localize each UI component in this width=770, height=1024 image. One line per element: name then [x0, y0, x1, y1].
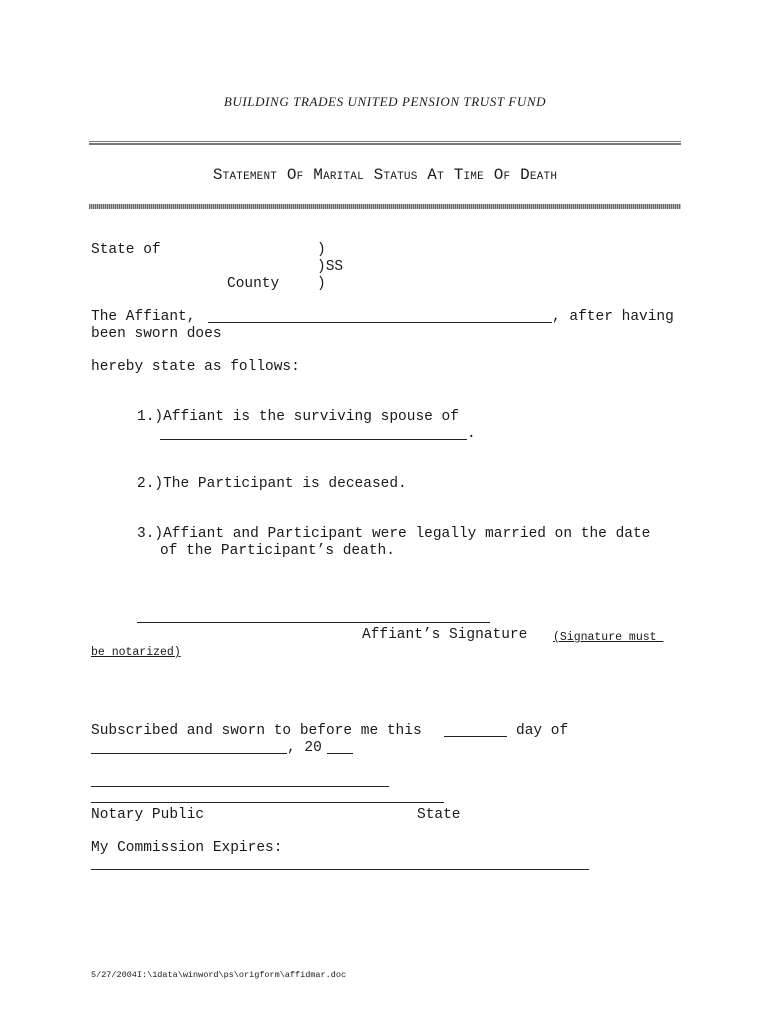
fund-name: BUILDING TRADES UNITED PENSION TRUST FUND	[223, 94, 547, 109]
state-of-label: State of	[91, 242, 161, 258]
spouse-name-field[interactable]	[160, 439, 467, 440]
notary-public-label: Notary Public	[91, 807, 205, 823]
notary-state-line[interactable]	[91, 802, 444, 803]
commission-expires-field[interactable]	[91, 869, 589, 870]
statement-2: 2.)The Participant is deceased.	[137, 476, 407, 492]
county-label: County	[227, 276, 280, 292]
venue-paren-1: )	[317, 242, 326, 258]
statement-1-period: .	[467, 426, 476, 442]
notarize-note-part-2: be notarized)	[91, 646, 181, 659]
commission-expires-label: My Commission Expires:	[91, 840, 283, 856]
notary-state-label: State	[417, 807, 461, 823]
form-title: Statement Of Marital Status At Time Of Death	[212, 166, 558, 184]
ss-label: )SS	[317, 259, 344, 275]
statement-3-line-1: 3.)Affiant and Participant were legally married on the date	[137, 526, 651, 542]
affiant-signature-line[interactable]	[137, 622, 490, 623]
affiant-name-field[interactable]	[208, 322, 552, 323]
affiant-line-3: hereby state as follows:	[91, 359, 300, 375]
notarize-note-part-1: (Signature must	[553, 631, 664, 644]
document-path-footer: 5/27/2004I:\1data\winword\ps\origform\affidmar.doc	[91, 970, 347, 980]
day-field[interactable]	[444, 736, 507, 737]
affiant-prefix: The Affiant,	[91, 309, 196, 325]
day-of-label: day of	[516, 723, 569, 739]
year-prefix: , 20	[287, 740, 322, 756]
title-bottom-rule	[89, 204, 681, 209]
statement-1: 1.)Affiant is the surviving spouse of	[137, 409, 459, 425]
affiant-suffix: , after having	[552, 309, 674, 325]
affiant-line-2: been sworn does	[91, 326, 222, 342]
year-field[interactable]	[327, 753, 353, 754]
sworn-text: Subscribed and sworn to before me this	[91, 723, 422, 739]
venue-paren-3: )	[317, 276, 326, 292]
statement-3-line-2: of the Participant’s death.	[160, 543, 395, 559]
title-top-rule	[89, 141, 681, 145]
affiant-signature-label: Affiant’s Signature	[362, 627, 528, 643]
month-field[interactable]	[91, 753, 287, 754]
notary-signature-line[interactable]	[91, 786, 389, 787]
